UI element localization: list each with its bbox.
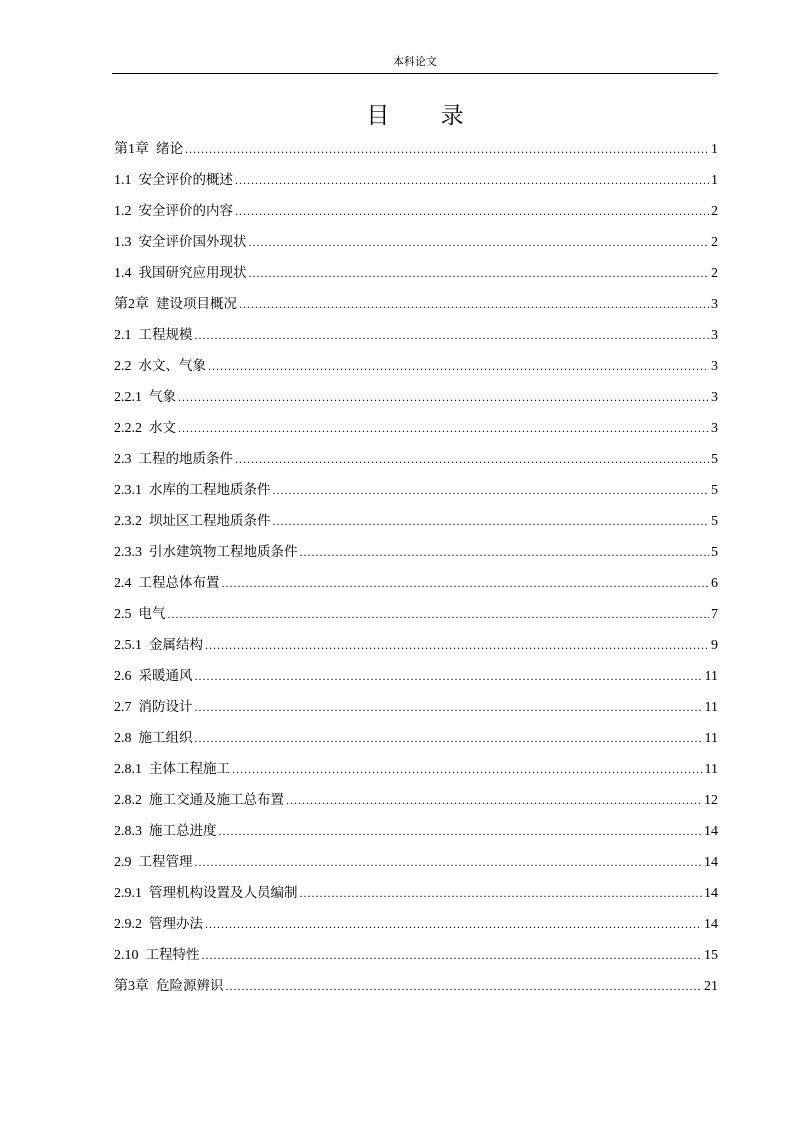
toc-entry-page-number: 3	[711, 359, 718, 374]
toc-entry[interactable]	[114, 882, 718, 913]
toc-entry-label: 水文、气象	[138, 358, 206, 374]
toc-entry-number: 2.2.1	[114, 390, 142, 405]
toc-entry-label: 危险源辨识	[156, 978, 224, 994]
toc-dot-leader	[249, 231, 710, 254]
toc-entry-number: 2.2	[114, 359, 132, 374]
toc-entry-page-number: 5	[711, 514, 718, 529]
toc-entry-number: 2.9.1	[114, 886, 142, 901]
toc-entry[interactable]	[114, 324, 718, 355]
toc-dot-leader	[208, 355, 709, 378]
toc-entry-number: 第3章	[114, 979, 149, 994]
toc-entry-number: 2.6	[114, 669, 132, 684]
toc-entry-page-number: 11	[704, 762, 718, 777]
toc-dot-leader	[205, 634, 709, 657]
toc-entry-page-number: 5	[711, 452, 718, 467]
toc-entry-number: 2.4	[114, 576, 132, 591]
toc-dot-leader	[205, 913, 702, 936]
toc-entry-number: 2.3.1	[114, 483, 142, 498]
toc-entry-number: 2.7	[114, 700, 132, 715]
toc-entry-number: 2.3.3	[114, 545, 142, 560]
toc-entry[interactable]	[114, 944, 718, 975]
toc-entry-label: 工程管理	[138, 854, 193, 870]
toc-entry[interactable]	[114, 913, 718, 944]
toc-entry-number: 2.9	[114, 855, 132, 870]
toc-entry-number: 2.5.1	[114, 638, 142, 653]
toc-entry-page-number: 5	[711, 483, 718, 498]
toc-dot-leader	[286, 789, 702, 812]
toc-entry-page-number: 3	[711, 421, 718, 436]
toc-entry-number: 2.8.2	[114, 793, 142, 808]
toc-entry-number: 2.1	[114, 328, 132, 343]
toc-entry[interactable]	[114, 262, 718, 293]
toc-entry[interactable]	[114, 138, 718, 169]
toc-entry-page-number: 15	[704, 948, 718, 963]
toc-entry[interactable]	[114, 665, 718, 696]
toc-entry-page-number: 11	[704, 700, 718, 715]
toc-entry-label: 工程的地质条件	[138, 451, 233, 467]
toc-dot-leader	[273, 510, 710, 533]
toc-dot-leader	[226, 975, 703, 998]
toc-entry-page-number: 14	[704, 824, 718, 839]
table-of-contents	[114, 138, 718, 1006]
toc-dot-leader	[219, 820, 703, 843]
toc-entry[interactable]	[114, 510, 718, 541]
toc-entry-label: 我国研究应用现状	[138, 265, 247, 281]
toc-dot-leader	[195, 727, 703, 750]
toc-entry[interactable]	[114, 975, 718, 1006]
toc-dot-leader	[300, 882, 703, 905]
toc-entry[interactable]	[114, 231, 718, 262]
toc-entry-label: 水文	[149, 420, 176, 436]
toc-entry-page-number: 2	[711, 235, 718, 250]
toc-entry-label: 施工总进度	[149, 823, 217, 839]
toc-entry-label: 金属结构	[149, 637, 203, 653]
toc-entry-page-number: 21	[704, 979, 718, 994]
toc-dot-leader	[249, 262, 710, 285]
toc-dot-leader	[195, 324, 710, 347]
toc-dot-leader	[235, 448, 709, 471]
toc-entry-number: 2.9.2	[114, 917, 142, 932]
toc-entry-number: 第1章	[114, 142, 149, 157]
toc-entry-number: 2.8	[114, 731, 132, 746]
toc-dot-leader	[168, 603, 710, 626]
toc-entry-label: 电气	[138, 606, 166, 622]
running-header: 本科论文	[393, 55, 437, 68]
toc-entry-page-number: 6	[711, 576, 718, 591]
toc-entry-number: 1.1	[114, 173, 132, 188]
toc-entry[interactable]	[114, 727, 718, 758]
toc-entry-page-number: 5	[711, 545, 718, 560]
toc-dot-leader	[195, 665, 703, 688]
toc-dot-leader	[273, 479, 710, 502]
toc-entry-number: 2.10	[114, 948, 139, 963]
toc-entry[interactable]	[114, 386, 718, 417]
toc-dot-leader	[202, 944, 703, 967]
toc-entry-label: 施工组织	[138, 730, 193, 746]
toc-entry-label: 工程特性	[145, 947, 200, 963]
toc-entry[interactable]	[114, 603, 718, 634]
toc-entry-page-number: 9	[711, 638, 718, 653]
toc-entry-label: 消防设计	[138, 699, 193, 715]
toc-entry-number: 1.4	[114, 266, 132, 281]
toc-entry-page-number: 2	[711, 204, 718, 219]
toc-dot-leader	[195, 696, 703, 719]
toc-dot-leader	[195, 851, 703, 874]
toc-dot-leader	[239, 293, 709, 316]
toc-entry[interactable]	[114, 634, 718, 665]
toc-entry[interactable]	[114, 448, 718, 479]
toc-entry-page-number: 3	[711, 297, 718, 312]
toc-entry-label: 主体工程施工	[149, 761, 230, 777]
toc-entry-page-number: 14	[704, 886, 718, 901]
toc-entry-label: 气象	[149, 389, 176, 405]
toc-entry-label: 绪论	[156, 141, 183, 157]
toc-entry-page-number: 1	[711, 173, 718, 188]
toc-entry-label: 引水建筑物工程地质条件	[149, 544, 298, 560]
toc-dot-leader	[185, 138, 709, 161]
toc-title: 目 录	[366, 103, 486, 129]
toc-entry-label: 安全评价的概述	[138, 172, 233, 188]
toc-entry-number: 2.3	[114, 452, 132, 467]
toc-entry-label: 水库的工程地质条件	[149, 482, 271, 498]
toc-entry-label: 安全评价的内容	[138, 203, 233, 219]
toc-entry-number: 2.3.2	[114, 514, 142, 529]
toc-entry-label: 建设项目概况	[156, 296, 237, 312]
toc-entry-page-number: 3	[711, 328, 718, 343]
toc-dot-leader	[235, 169, 709, 192]
toc-entry-page-number: 11	[704, 731, 718, 746]
toc-entry-label: 管理机构设置及人员编制	[149, 885, 298, 901]
toc-entry-label: 安全评价国外现状	[138, 234, 247, 250]
header-divider	[112, 73, 718, 74]
toc-entry-number: 1.2	[114, 204, 132, 219]
toc-entry[interactable]	[114, 758, 718, 789]
toc-entry-page-number: 3	[711, 390, 718, 405]
toc-entry[interactable]	[114, 479, 718, 510]
toc-dot-leader	[222, 572, 710, 595]
toc-entry-page-number: 14	[704, 917, 718, 932]
toc-entry[interactable]	[114, 293, 718, 324]
toc-entry[interactable]	[114, 355, 718, 386]
toc-entry-number: 2.8.1	[114, 762, 142, 777]
toc-entry-label: 工程规模	[138, 327, 193, 343]
toc-entry-label: 采暖通风	[138, 668, 193, 684]
toc-entry[interactable]	[114, 572, 718, 603]
toc-entry[interactable]	[114, 417, 718, 448]
toc-dot-leader	[178, 417, 709, 440]
toc-dot-leader	[235, 200, 709, 223]
toc-entry-label: 管理办法	[149, 916, 203, 932]
toc-entry-number: 2.8.3	[114, 824, 142, 839]
toc-entry[interactable]	[114, 541, 718, 572]
toc-entry[interactable]	[114, 696, 718, 727]
toc-entry-number: 1.3	[114, 235, 132, 250]
toc-entry[interactable]	[114, 851, 718, 882]
toc-entry[interactable]	[114, 820, 718, 851]
toc-entry[interactable]	[114, 200, 718, 231]
toc-entry-page-number: 11	[704, 669, 718, 684]
toc-dot-leader	[300, 541, 710, 564]
toc-entry-label: 坝址区工程地质条件	[149, 513, 271, 529]
toc-entry-label: 施工交通及施工总布置	[149, 792, 284, 808]
toc-entry[interactable]	[114, 169, 718, 200]
toc-entry[interactable]	[114, 789, 718, 820]
toc-entry-page-number: 14	[704, 855, 718, 870]
toc-dot-leader	[232, 758, 703, 781]
toc-entry-page-number: 1	[711, 142, 718, 157]
toc-entry-number: 2.5	[114, 607, 132, 622]
toc-entry-page-number: 12	[704, 793, 718, 808]
toc-entry-page-number: 7	[711, 607, 718, 622]
toc-entry-page-number: 2	[711, 266, 718, 281]
toc-entry-label: 工程总体布置	[138, 575, 220, 591]
toc-entry-number: 2.2.2	[114, 421, 142, 436]
toc-dot-leader	[178, 386, 709, 409]
toc-entry-number: 第2章	[114, 297, 149, 312]
